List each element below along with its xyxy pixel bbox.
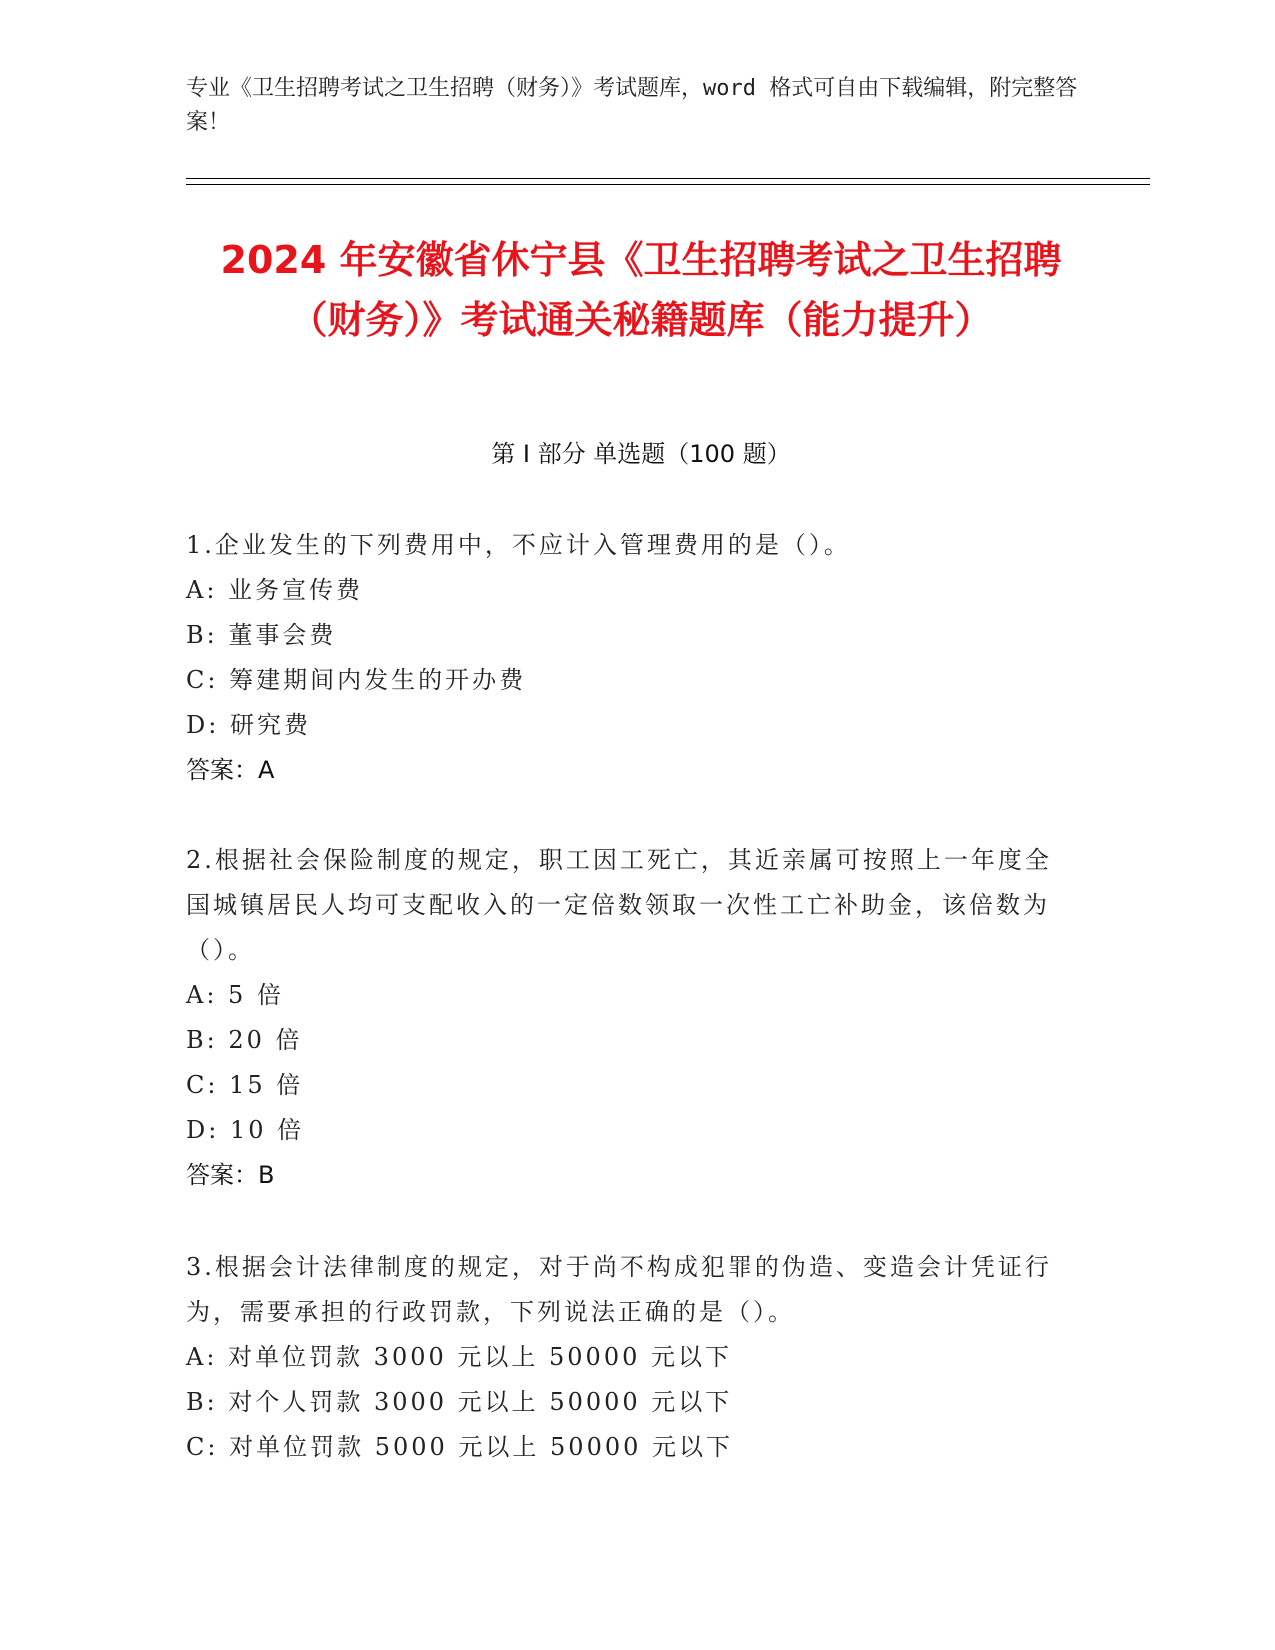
option-a: A: 对单位罚款 3000 元以上 50000 元以下 xyxy=(186,1343,732,1371)
option-b: B: 20 倍 xyxy=(186,1026,303,1054)
question-1 xyxy=(186,523,1066,793)
option-a: A: 业务宣传费 xyxy=(186,576,364,604)
question-text: 3.根据会计法律制度的规定，对于尚不构成犯罪的伪造、变造会计凭证行为，需要承担的行政罚款，下列说法正确的是（）。 xyxy=(186,1253,1052,1326)
section-heading: 第 I 部分 单选题（100 题） xyxy=(491,440,791,468)
answer: 答案：A xyxy=(186,756,275,784)
header-rule-top xyxy=(186,178,1150,179)
question-3 xyxy=(186,1245,1066,1470)
document-title: 2024 年安徽省休宁县《卫生招聘考试之卫生招聘（财务）》考试通关秘籍题库（能力提升） xyxy=(220,238,1062,342)
answer: 答案：B xyxy=(186,1161,275,1189)
question-2 xyxy=(186,838,1066,1198)
option-c: C: 15 倍 xyxy=(186,1071,304,1099)
option-c: C: 筹建期间内发生的开办费 xyxy=(186,666,527,694)
header-rule-bottom xyxy=(186,184,1150,185)
question-text: 2.根据社会保险制度的规定，职工因工死亡，其近亲属可按照上一年度全国城镇居民人均可支配收入的一定倍数领取一次性工亡补助金，该倍数为（）。 xyxy=(186,846,1052,964)
option-d: D: 研究费 xyxy=(186,711,311,739)
option-c: C: 对单位罚款 5000 元以上 50000 元以下 xyxy=(186,1433,734,1461)
option-d: D: 10 倍 xyxy=(186,1116,305,1144)
option-b: B: 对个人罚款 3000 元以上 50000 元以下 xyxy=(186,1388,733,1416)
question-text: 1.企业发生的下列费用中，不应计入管理费用的是（）。 xyxy=(186,531,851,559)
option-a: A: 5 倍 xyxy=(186,981,284,1009)
option-b: B: 董事会费 xyxy=(186,621,337,649)
header-note: 专业《卫生招聘考试之卫生招聘（财务）》考试题库，word 格式可自由下载编辑，附完整答案！ xyxy=(186,76,1078,135)
